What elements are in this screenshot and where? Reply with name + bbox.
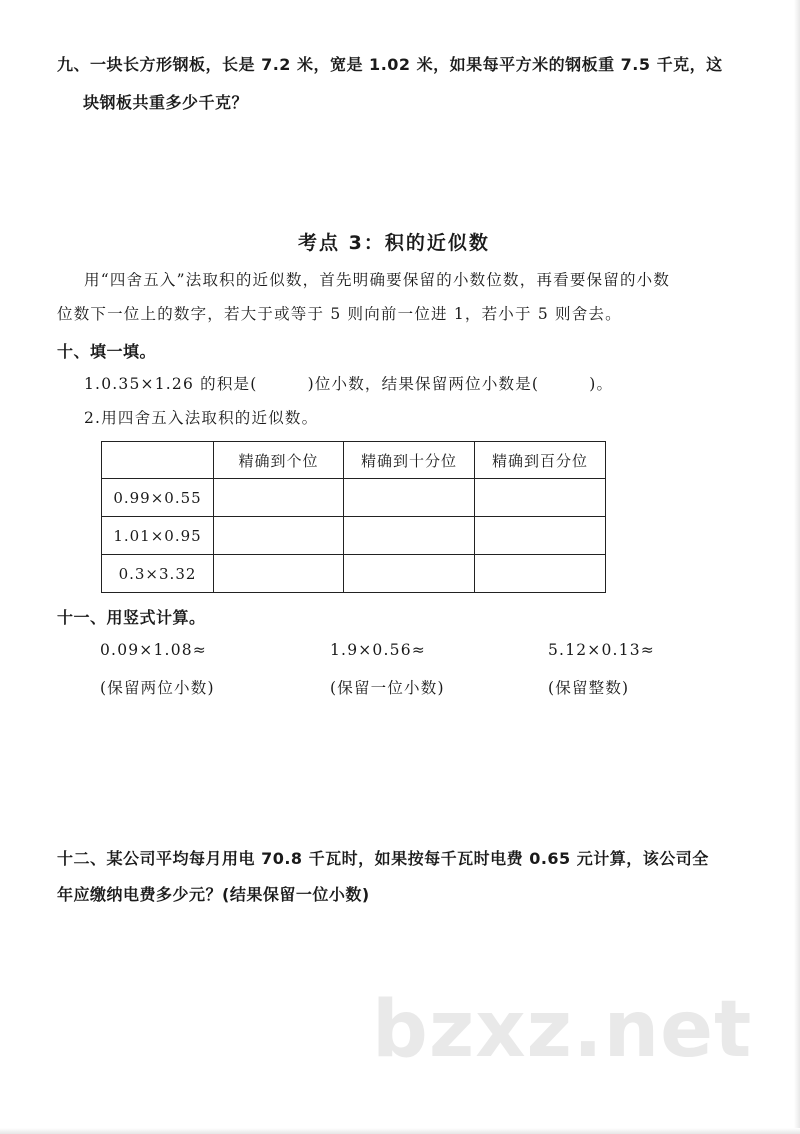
table-row (102, 555, 606, 593)
question-9-line2: 块钢板共重多少千克？ (83, 93, 249, 112)
problem-expression: 1.9×0.56≈ (330, 641, 426, 659)
page-edge-shadow (0, 1128, 800, 1134)
table-row-label: 1.01×0.95 (102, 517, 214, 555)
question-12-line1: 十二、某公司平均每月用电 70.8 千瓦时，如果按每千瓦时电费 0.65 元计算，该公司全 (57, 849, 709, 868)
answer-cell[interactable] (475, 517, 606, 555)
answer-cell[interactable] (214, 479, 344, 517)
rounding-table (101, 441, 606, 593)
answer-cell[interactable] (214, 517, 344, 555)
answer-cell[interactable] (344, 517, 475, 555)
table-row-label: 0.3×3.32 (102, 555, 214, 593)
problem-note: (保留整数) (548, 679, 630, 697)
question-11-heading: 十一、用竖式计算。 (57, 608, 206, 627)
problem-expression: 5.12×0.13≈ (548, 641, 655, 659)
problem-note: (保留两位小数) (100, 679, 215, 697)
table-row (102, 479, 606, 517)
answer-cell[interactable] (475, 555, 606, 593)
question-9-line1: 九、一块长方形钢板，长是 7.2 米，宽是 1.02 米，如果每平方米的钢板重 7.5 千克，这 (57, 55, 723, 74)
question-10-heading: 十、填一填。 (57, 342, 157, 361)
question-12-line2: 年应缴纳电费多少元？(结果保留一位小数) (57, 885, 370, 904)
section-intro-line1: 用“四舍五入”法取积的近似数，首先明确要保留的小数位数，再看要保留的小数 (84, 271, 671, 289)
section-intro-line2: 位数下一位上的数字，若大于或等于 5 则向前一位进 1，若小于 5 则舍去。 (57, 305, 622, 323)
section-title: 考点 3：积的近似数 (298, 232, 490, 254)
answer-cell[interactable] (344, 479, 475, 517)
table-header-cell: 精确到十分位 (344, 442, 475, 479)
question-10-item2: 2.用四舍五入法取积的近似数。 (84, 409, 319, 427)
table-row (102, 517, 606, 555)
page-edge-shadow (794, 0, 800, 1134)
answer-cell[interactable] (214, 555, 344, 593)
answer-cell[interactable] (344, 555, 475, 593)
table-header-row (102, 442, 606, 479)
problem-note: (保留一位小数) (330, 679, 445, 697)
answer-cell[interactable] (475, 479, 606, 517)
question-10-item1: 1.0.35×1.26 的积是( )位小数，结果保留两位小数是( )。 (84, 375, 614, 393)
watermark-text: bzxz.net (372, 985, 753, 1075)
table-header-cell: 精确到百分位 (475, 442, 606, 479)
table-header-cell: 精确到个位 (214, 442, 344, 479)
table-row-label: 0.99×0.55 (102, 479, 214, 517)
table-header-cell (102, 442, 214, 479)
problem-expression: 0.09×1.08≈ (100, 641, 207, 659)
